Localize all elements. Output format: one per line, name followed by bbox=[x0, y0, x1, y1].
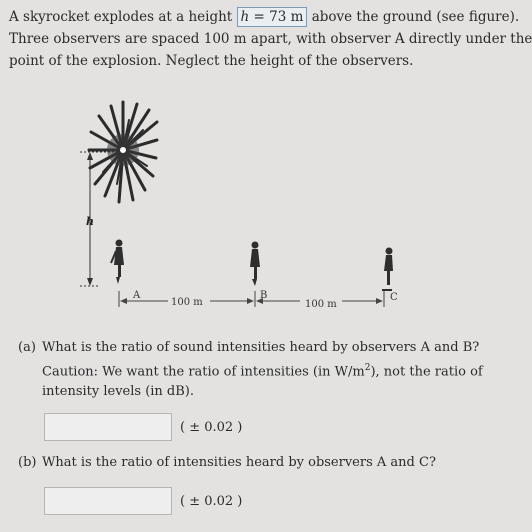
part-a-superscript: 2 bbox=[364, 363, 371, 373]
part-b-answer-row bbox=[44, 487, 242, 515]
observer-a-icon bbox=[111, 240, 124, 285]
height-label: h bbox=[86, 215, 94, 228]
problem-statement bbox=[9, 6, 532, 72]
spacing-ab-label: 100 m bbox=[171, 297, 203, 308]
observer-a-label: A bbox=[133, 290, 141, 301]
spacing-bc-label: 100 m bbox=[305, 299, 337, 310]
part-b-tolerance: ( ± 0.02 ) bbox=[180, 493, 243, 509]
height-value-box bbox=[237, 7, 308, 27]
problem-line-3: point of the explosion. Neglect the height of the observers. bbox=[9, 53, 414, 69]
h-value: = 73 m bbox=[253, 9, 304, 25]
part-a-tolerance: ( ± 0.02 ) bbox=[180, 419, 243, 435]
spacing-dimension-line bbox=[119, 291, 384, 307]
part-a-label: (a) bbox=[18, 340, 36, 355]
part-a-text-2b: ), not the ratio of bbox=[370, 364, 483, 380]
skyrocket-figure bbox=[0, 95, 474, 320]
observer-c-label: C bbox=[390, 292, 398, 303]
problem-line-1-start: A skyrocket explodes at a height bbox=[9, 9, 233, 25]
part-a-line-2 bbox=[42, 358, 483, 382]
part-a-line-1 bbox=[18, 338, 480, 358]
part-a-question bbox=[18, 338, 483, 402]
problem-line-1-end: above the ground (see figure). bbox=[311, 9, 520, 25]
part-b-question bbox=[18, 455, 436, 470]
figure-drawing bbox=[0, 95, 474, 320]
part-a-answer-input[interactable] bbox=[44, 413, 172, 441]
problem-line-2: Three observers are spaced 100 m apart, with observer A directly under the bbox=[9, 31, 532, 47]
part-a-text-1: What is the ratio of sound intensities heard by observers A and B? bbox=[42, 340, 480, 355]
part-b-text: What is the ratio of intensities heard by observers A and C? bbox=[42, 455, 436, 470]
observer-b-label: B bbox=[260, 290, 268, 301]
part-b-answer-input[interactable] bbox=[44, 487, 172, 515]
observer-c-icon bbox=[382, 248, 393, 291]
part-a-line-3: intensity levels (in dB). bbox=[42, 384, 195, 400]
observer-b-icon bbox=[250, 242, 260, 287]
part-a-answer-row bbox=[44, 413, 242, 441]
explosion-burst-icon bbox=[89, 102, 157, 202]
h-symbol: h bbox=[240, 9, 250, 25]
part-a-text-2a: Caution: We want the ratio of intensities (in W/m bbox=[42, 364, 365, 380]
problem-line-1 bbox=[9, 6, 520, 28]
part-b-label: (b) bbox=[18, 455, 37, 470]
